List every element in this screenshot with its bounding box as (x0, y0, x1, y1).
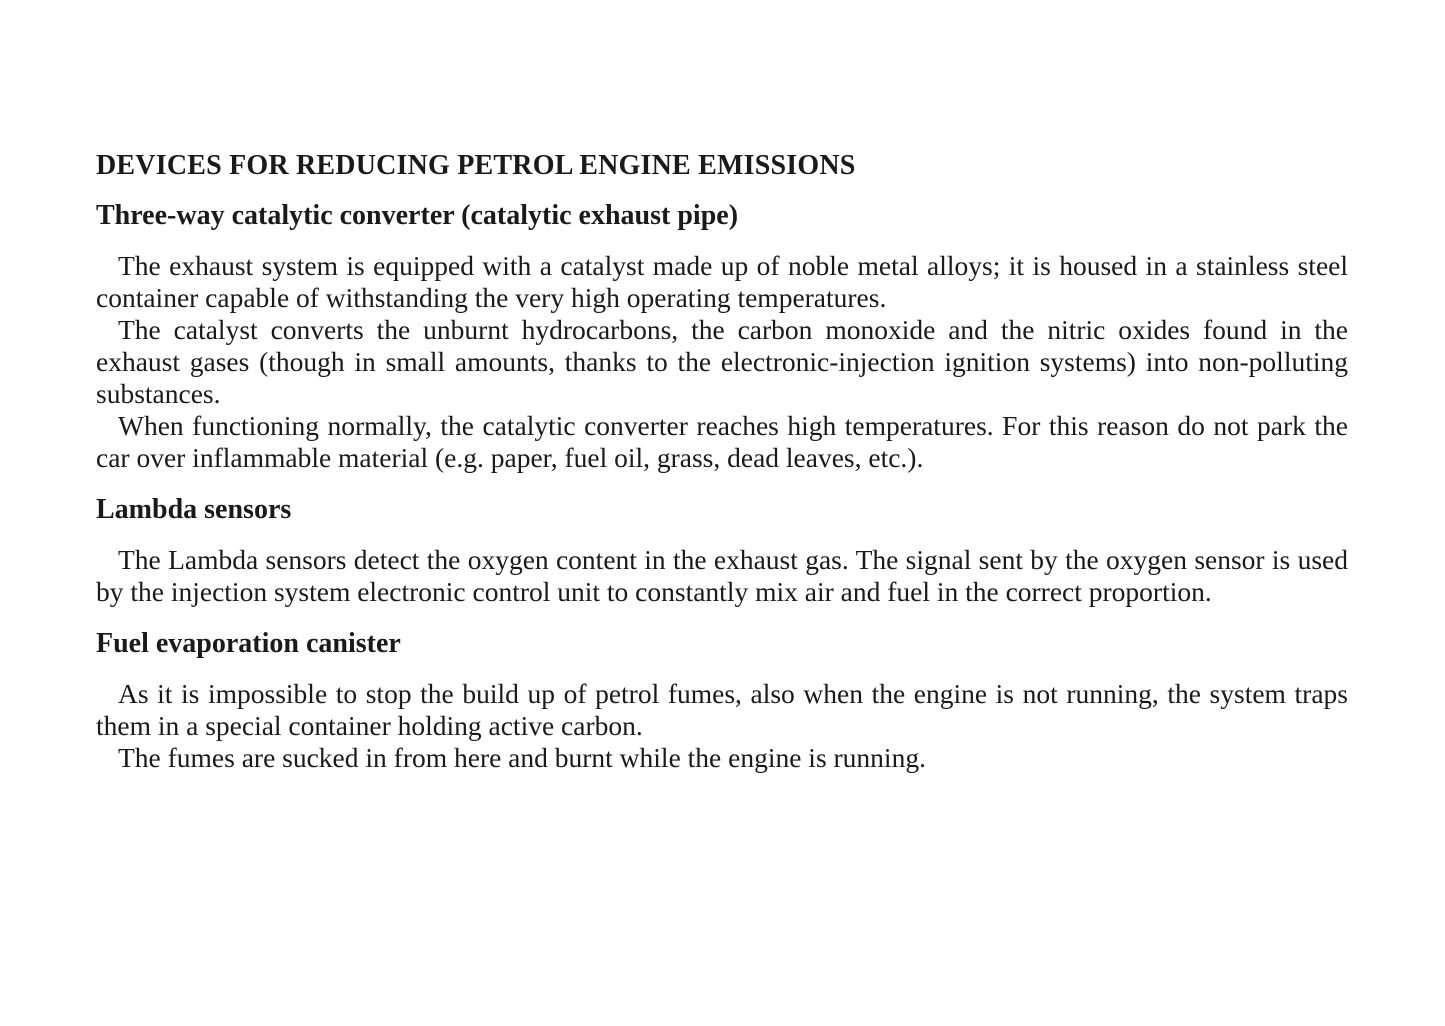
paragraph: The catalyst converts the unburnt hydrocarbons, the carbon monoxide and the nitric oxides found in the exhaust gases (though in small amounts, thanks to the electronic-injection ignition systems) into non-polluting substances. (96, 314, 1348, 409)
section-body (96, 250, 1348, 474)
section-fuel-evaporation-canister (96, 626, 1348, 774)
section-body (96, 544, 1348, 608)
section-heading: Lambda sensors (96, 494, 292, 525)
paragraph: The Lambda sensors detect the oxygen content in the exhaust gas. The signal sent by the oxygen sensor is used by the injection system electronic control unit to constantly mix air and fuel in the correct proportion. (96, 544, 1348, 607)
paragraph: The fumes are sucked in from here and burnt while the engine is running. (118, 742, 926, 773)
paragraph: When functioning normally, the catalytic converter reaches high temperatures. For this reason do not park the car over inflammable material (e.g. paper, fuel oil, grass, dead leaves, etc.). (96, 410, 1348, 473)
section-heading: Three-way catalytic converter (catalytic exhaust pipe) (96, 200, 739, 231)
section-catalytic-converter (96, 198, 1348, 474)
section-body (96, 678, 1348, 774)
section-lambda-sensors (96, 492, 1348, 608)
paragraph: As it is impossible to stop the build up of petrol fumes, also when the engine is not running, the system traps them in a special container holding active carbon. (96, 678, 1348, 741)
document-page (96, 148, 1348, 774)
section-heading: Fuel evaporation canister (96, 628, 401, 659)
paragraph: The exhaust system is equipped with a catalyst made up of noble metal alloys; it is housed in a stainless steel container capable of withstanding the very high operating temperatures. (96, 250, 1348, 313)
document-title: DEVICES FOR REDUCING PETROL ENGINE EMISSIONS (96, 150, 856, 181)
